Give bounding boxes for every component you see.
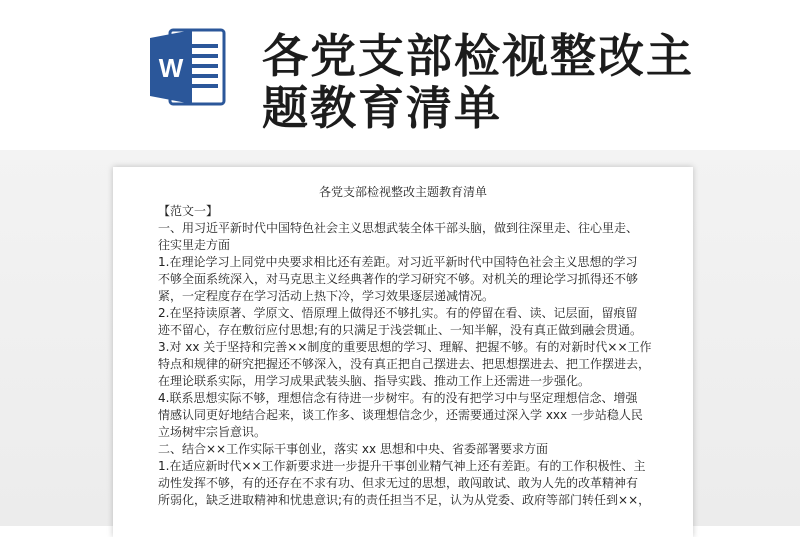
svg-text:W: W [158,53,184,83]
text-line: 1.在适应新时代××工作新要求进一步提升干事创业精气神上还有差距。有的工作积极性、主 [158,459,646,473]
text-line: 立场树牢宗旨意识。 [158,425,267,439]
text-line: 所弱化，缺乏进取精神和忧患意识;有的责任担当不足，认为从党委、政府等部门转任到××， [158,493,651,507]
text-line: 二、结合××工作实际干事创业，落实 xx 思想和中央、省委部署要求方面 [158,442,548,456]
text-line: 不够全面系统深入，对马克思主义经典著作的学习研究不够。对机关的理论学习抓得还不够 [158,272,639,286]
document-body [158,203,658,509]
header-banner [0,0,800,150]
document-page [113,167,693,537]
text-line: 4.联系思想实际不够，理想信念有待进一步树牢。有的没有把学习中与坚定理想信念、增强 [158,391,638,405]
text-line: 【范文一】 [158,204,219,218]
text-line: 在理论联系实际，用学习成果武装头脑、指导实践、推动工作上还需进一步强化。 [158,374,591,388]
text-line: 紧，一定程度存在学习活动上热下冷，学习效果逐层递减情况。 [158,289,495,303]
text-line: 一、用习近平新时代中国特色社会主义思想武装全体干部头脑，做到往深里走、往心里走、 [158,221,639,235]
text-line: 情感认同更好地结合起来，谈工作多、谈理想信念少，还需要通过深入学 xxx 一步站稳人民 [158,408,643,422]
text-line: 动性发挥不够，有的还存在不求有功、但求无过的思想，敢闯敢试、敢为人先的改革精神有 [158,476,639,490]
text-line: 3.对 xx 关于坚持和完善××制度的重要思想的学习、理解、把握不够。有的对新时代××工作 [158,340,652,354]
page-title: 各党支部检视整改主题教育清单 [262,29,694,135]
text-line: 特点和规律的研究把握还不够深入，没有真正把自己摆进去、把思想摆进去、把工作摆进去， [158,357,651,371]
document-title: 各党支部检视整改主题教育清单 [318,185,487,199]
word-document-icon [150,26,226,108]
text-line: 迹不留心，存在敷衍应付思想;有的只满足于浅尝辄止、一知半解，没有真正做到融会贯通。 [158,323,643,337]
text-line: 2.在坚持读原著、学原文、悟原理上做得还不够扎实。有的停留在看、读、记层面，留痕留 [158,306,638,320]
text-line: 1.在理论学习上同党中央要求相比还有差距。对习近平新时代中国特色社会主义思想的学习 [158,255,638,269]
text-line: 往实里走方面 [158,238,231,252]
